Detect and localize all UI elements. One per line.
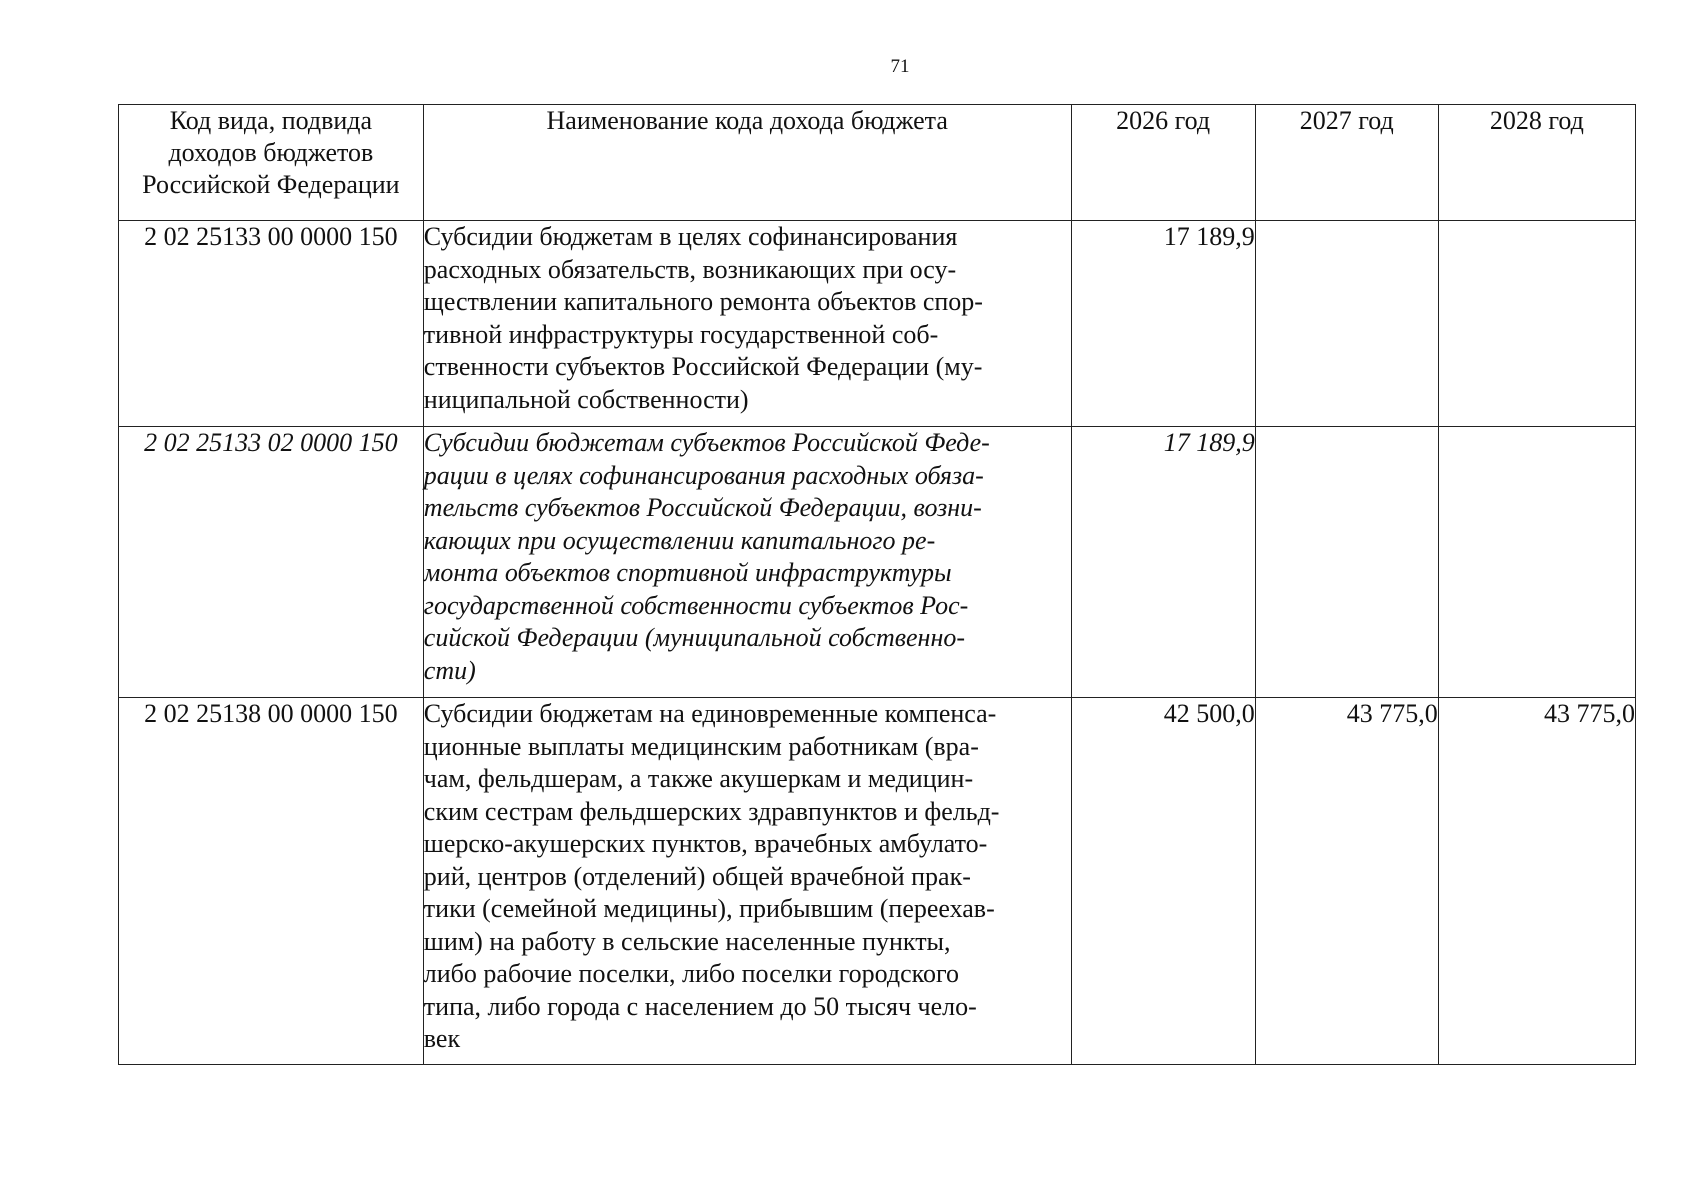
income-name-line: типа, либо города с населением до 50 тысяч чело- (423, 991, 977, 1021)
income-name-line: сийской Федерации (муниципальной собственно- (423, 623, 965, 652)
income-name-cell (423, 427, 1071, 698)
income-name-line: ционные выплаты медицинским работникам (вра- (423, 731, 979, 761)
income-name-line: ниципальной собственности) (423, 384, 749, 414)
budget-income-table (118, 104, 1636, 1065)
value-2027-cell: 43 775,0 (1255, 698, 1438, 1065)
value-2027-cell (1255, 221, 1438, 427)
table-row (119, 221, 1636, 427)
income-name-line: шерско-акушерских пунктов, врачебных амбулато- (423, 829, 988, 858)
value-2026-cell: 17 189,9 (1071, 221, 1255, 427)
income-code-cell: 2 02 25138 00 0000 150 (119, 698, 424, 1065)
value-2026-cell: 17 189,9 (1071, 427, 1255, 698)
income-name-line: сти) (423, 655, 476, 685)
value-2028-cell: 43 775,0 (1438, 698, 1635, 1065)
table-row (119, 427, 1636, 698)
income-name-line: рации в целях софинансирования расходных обяза- (423, 460, 984, 490)
value-2028-cell (1438, 427, 1635, 698)
income-name-line: Субсидии бюджетам в целях софинансирования (423, 222, 958, 251)
income-code-cell: 2 02 25133 00 0000 150 (119, 221, 424, 427)
income-name-line: монта объектов спортивной инфраструктуры (423, 558, 952, 587)
income-name-line: шим) на работу в сельские населенные пункты, (423, 926, 951, 956)
table-row (119, 698, 1636, 1065)
income-name-line: кающих при осуществлении капитального ре- (423, 525, 936, 555)
page-number: 71 (890, 56, 910, 77)
income-name-line: век (423, 1024, 461, 1053)
value-2027-cell (1255, 427, 1438, 698)
income-name-line: Субсидии бюджетам на единовременные компенса- (423, 699, 997, 728)
income-name-line: чам, фельдшерам, а также акушеркам и медицин- (423, 764, 974, 793)
income-name-line: тельств субъектов Российской Федерации, возни- (423, 493, 982, 522)
header-name: Наименование кода дохода бюджета (423, 105, 1071, 221)
income-name-line: расходных обязательств, возникающих при осу- (423, 254, 957, 284)
header-code: Код вида, подвида доходов бюджетов Российской Федерации (119, 105, 424, 221)
income-name-cell (423, 698, 1071, 1065)
income-name-line: государственной собственности субъектов Рос- (423, 590, 969, 620)
income-name-line: ществлении капитального ремонта объектов спор- (423, 287, 983, 316)
header-2028: 2028 год (1438, 105, 1635, 221)
income-name-line: тики (семейной медицины), прибывшим (переехав- (423, 894, 995, 923)
income-name-line: ским сестрам фельдшерских здравпунктов и фельд- (423, 796, 1000, 826)
header-2027: 2027 год (1255, 105, 1438, 221)
value-2028-cell (1438, 221, 1635, 427)
income-name-line: тивной инфраструктуры государственной соб- (423, 319, 939, 349)
income-name-cell (423, 221, 1071, 427)
table-header-row (119, 105, 1636, 221)
income-name-line: ственности субъектов Российской Федерации (му- (423, 352, 983, 381)
header-2026: 2026 год (1071, 105, 1255, 221)
income-code-cell: 2 02 25133 02 0000 150 (119, 427, 424, 698)
income-name-line: Субсидии бюджетам субъектов Российской Феде- (423, 428, 990, 457)
value-2026-cell: 42 500,0 (1071, 698, 1255, 1065)
income-name-line: рий, центров (отделений) общей врачебной прак- (423, 861, 971, 891)
income-name-line: либо рабочие поселки, либо поселки городского (423, 959, 959, 988)
